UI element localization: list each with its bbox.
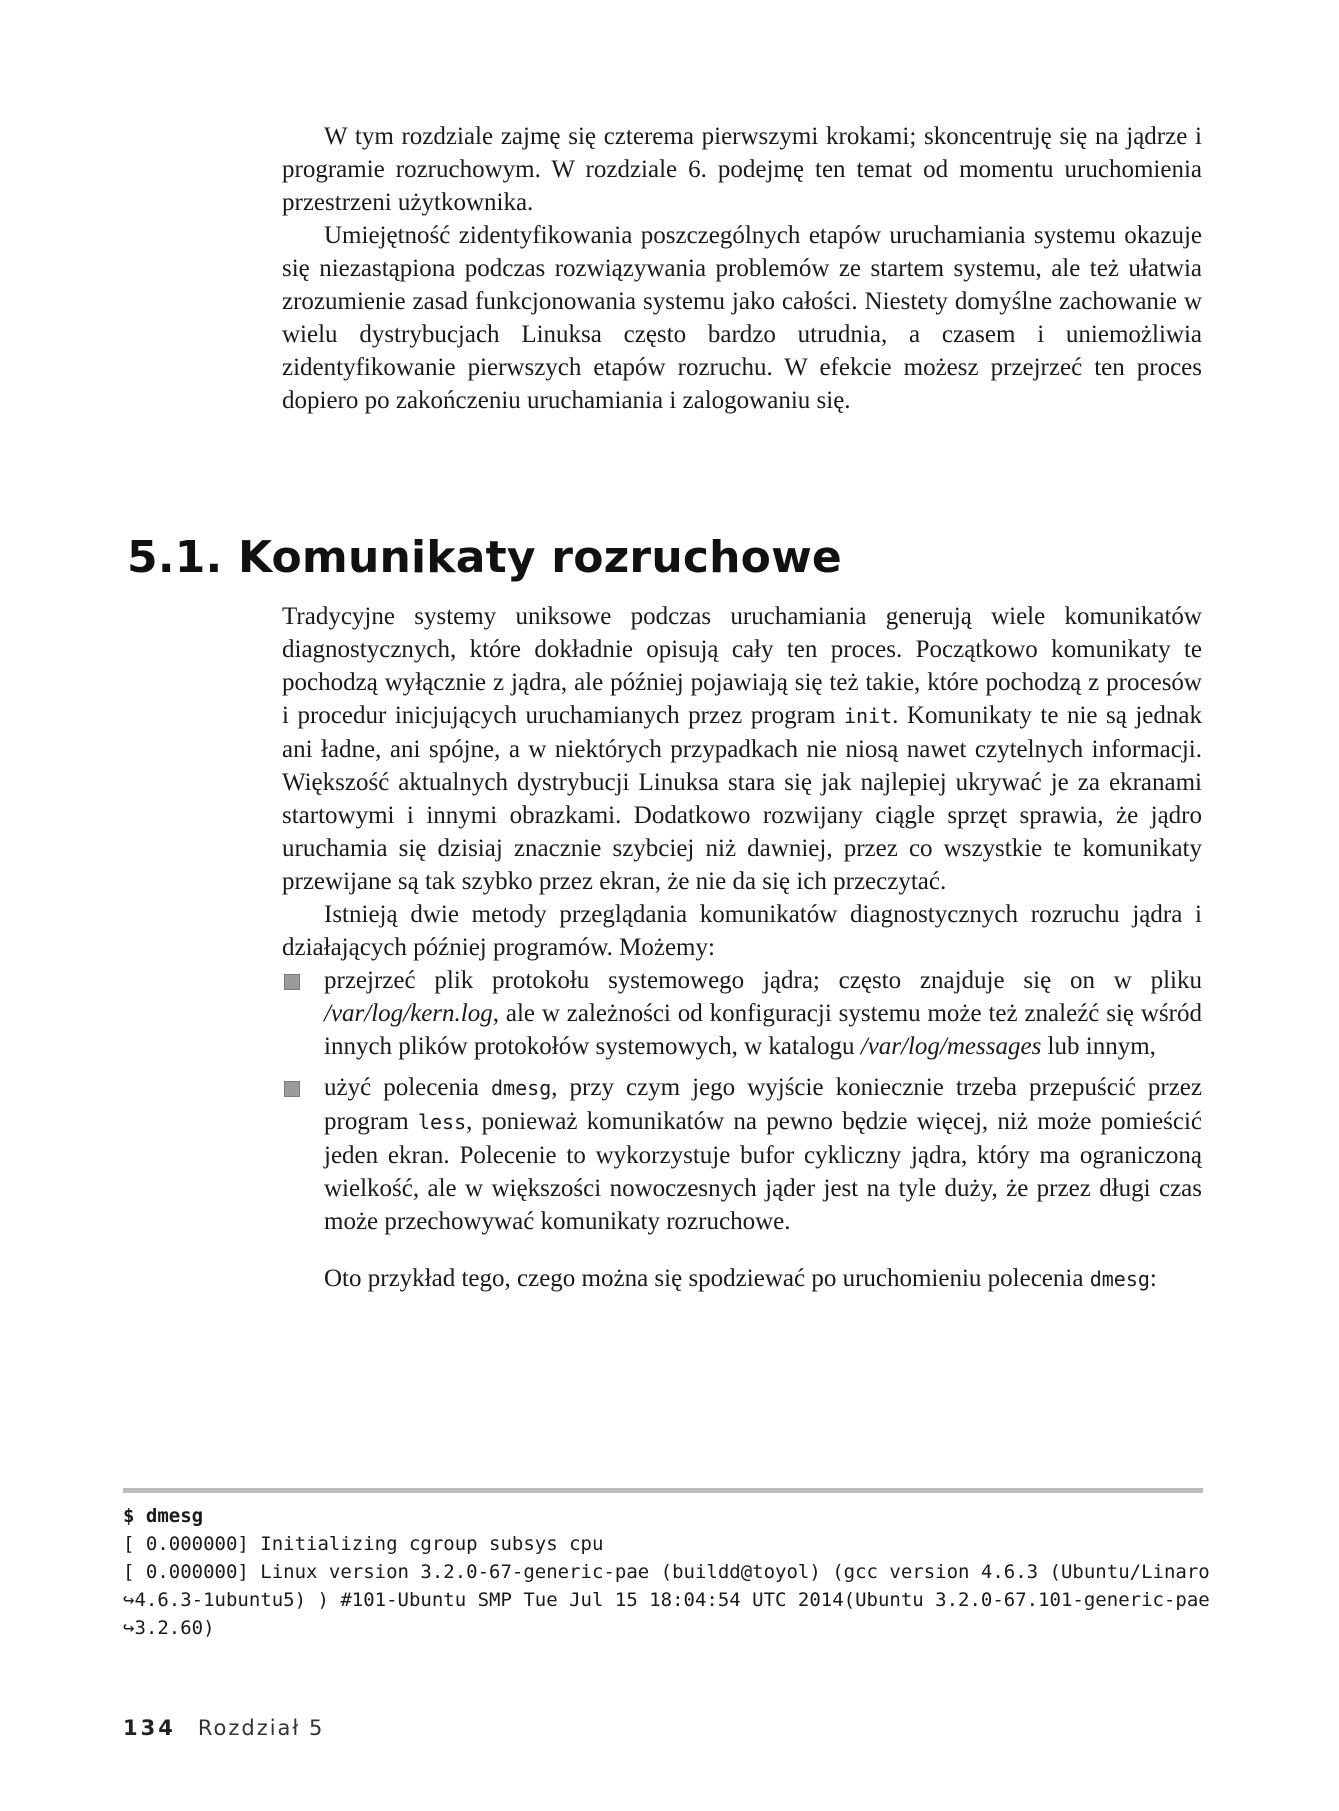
list-item xyxy=(282,964,1202,1063)
page-number: 134 xyxy=(123,1716,176,1740)
chapter-label: Rozdział 5 xyxy=(197,1716,325,1740)
intro-paragraph-1: W tym rozdziale zajmę się czterema pierwszymi krokami; skoncentruję się na jądrze i programie rozruchowym. W rozdziale 6. podejmę ten temat od momentu uruchomienia przestrzeni użytkownika. xyxy=(282,123,1202,216)
code-block-rule xyxy=(123,1488,1203,1493)
list-item-text: przejrzeć plik protokołu systemowego jądra; często znajduje się on w pliku xyxy=(324,967,1202,994)
section-paragraph-1-text-a: Tradycyjne systemy uniksowe podczas uruchamiania generują wiele komunikatów diagnostycznych, które dokładnie opisują cały ten proces. Początkowo komunikaty te pochodzą wyłącznie z jądra, ale później pojawiają się też takie, które pochodzą z procesów i procedur inicjujących uruchamianych przez program xyxy=(282,603,1202,729)
code-listing xyxy=(123,1502,1210,1642)
intro-text xyxy=(282,120,1202,417)
code-line: [ 0.000000] Initializing cgroup subsys cpu xyxy=(123,1533,604,1555)
section-paragraph-3 xyxy=(282,1262,1202,1296)
section-paragraph-1-text-b: . Komunikaty te nie są jednak ani ładne, ani spójne, a w niektórych przypadkach nie niosą nawet czytelnych informacji. Większość aktualnych dystrybucji Linuksa stara się jak najlepiej ukrywać je za ekranami startowymi i innymi obrazkami. Dodatkowo rozwijany ciągle sprzęt sprawia, że jądro uruchamia się dzisiaj znacznie szybciej niż dawniej, przez co wszystkie te komunikaty przewijane są tak szybko przez ekran, że nie da się ich przeczytać. xyxy=(282,702,1202,895)
section-paragraph-1 xyxy=(282,600,1202,898)
code-line: ↪4.6.3-1ubuntu5) ) #101-Ubuntu SMP Tue Jul 15 18:04:54 UTC 2014(Ubuntu 3.2.0-67.101-generic-pae xyxy=(123,1589,1210,1611)
list-item-text: , ponieważ komunikatów na pewno będzie więcej, niż może pomieścić jeden ekran. Polecenie to wykorzystuje bufor cykliczny jądra, który ma ograniczoną wielkość, ale w większości nowoczesnych jąder jest na tyle duży, że przez długi czas może przechowywać komunikaty rozruchowe. xyxy=(324,1108,1202,1235)
path-kern-log: /var/log/kern.log xyxy=(324,1000,493,1027)
page-footer xyxy=(123,1716,324,1740)
path-messages: /var/log/messages xyxy=(860,1033,1042,1060)
code-command: $ dmesg xyxy=(123,1505,204,1527)
square-bullet-icon xyxy=(284,1081,300,1097)
section-paragraph-3-end: : xyxy=(1149,1265,1157,1292)
inline-code-dmesg-2: dmesg xyxy=(1089,1267,1150,1291)
list-item xyxy=(282,1071,1202,1238)
section-paragraph-3-text: Oto przykład tego, czego można się spodziewać po uruchomieniu polecenia xyxy=(324,1265,1090,1292)
list-item-text: lub innym, xyxy=(1041,1033,1156,1060)
section-paragraph-2: Istnieją dwie metody przeglądania komunikatów diagnostycznych rozruchu jądra i działających później programów. Możemy: xyxy=(282,901,1202,961)
inline-code-less: less xyxy=(417,1110,467,1134)
inline-code-dmesg: dmesg xyxy=(491,1076,552,1100)
inline-code-init: init xyxy=(843,704,893,728)
square-bullet-icon xyxy=(284,974,300,990)
list-item-text: , ale w zależności od konfiguracji systemu może też znaleźć się wśród innych plików protokołów systemowych, w katalogu xyxy=(324,1000,1202,1060)
section-body xyxy=(282,600,1202,1296)
methods-list xyxy=(282,964,1202,1238)
list-item-text: , przy czym jego wyjście koniecznie trzeba przepuścić przez program xyxy=(324,1074,1203,1135)
list-item-text: użyć polecenia xyxy=(324,1074,492,1101)
section-heading: 5.1. Komunikaty rozruchowe xyxy=(127,532,842,583)
code-line: [ 0.000000] Linux version 3.2.0-67-generic-pae (buildd@toyol) (gcc version 4.6.3 (Ubuntu/Linaro xyxy=(123,1561,1210,1583)
intro-paragraph-2: Umiejętność zidentyfikowania poszczególnych etapów uruchamiania systemu okazuje się niezastąpiona podczas rozwiązywania problemów ze startem systemu, ale też ułatwia zrozumienie zasad funkcjonowania systemu jako całości. Niestety domyślne zachowanie w wielu dystrybucjach Linuksa często bardzo utrudnia, a czasem i uniemożliwia zidentyfikowanie pierwszych etapów rozruchu. W efekcie możesz przejrzeć ten proces dopiero po zakończeniu uruchamiania i zalogowaniu się. xyxy=(282,222,1202,414)
code-line: ↪3.2.60) xyxy=(123,1617,215,1639)
